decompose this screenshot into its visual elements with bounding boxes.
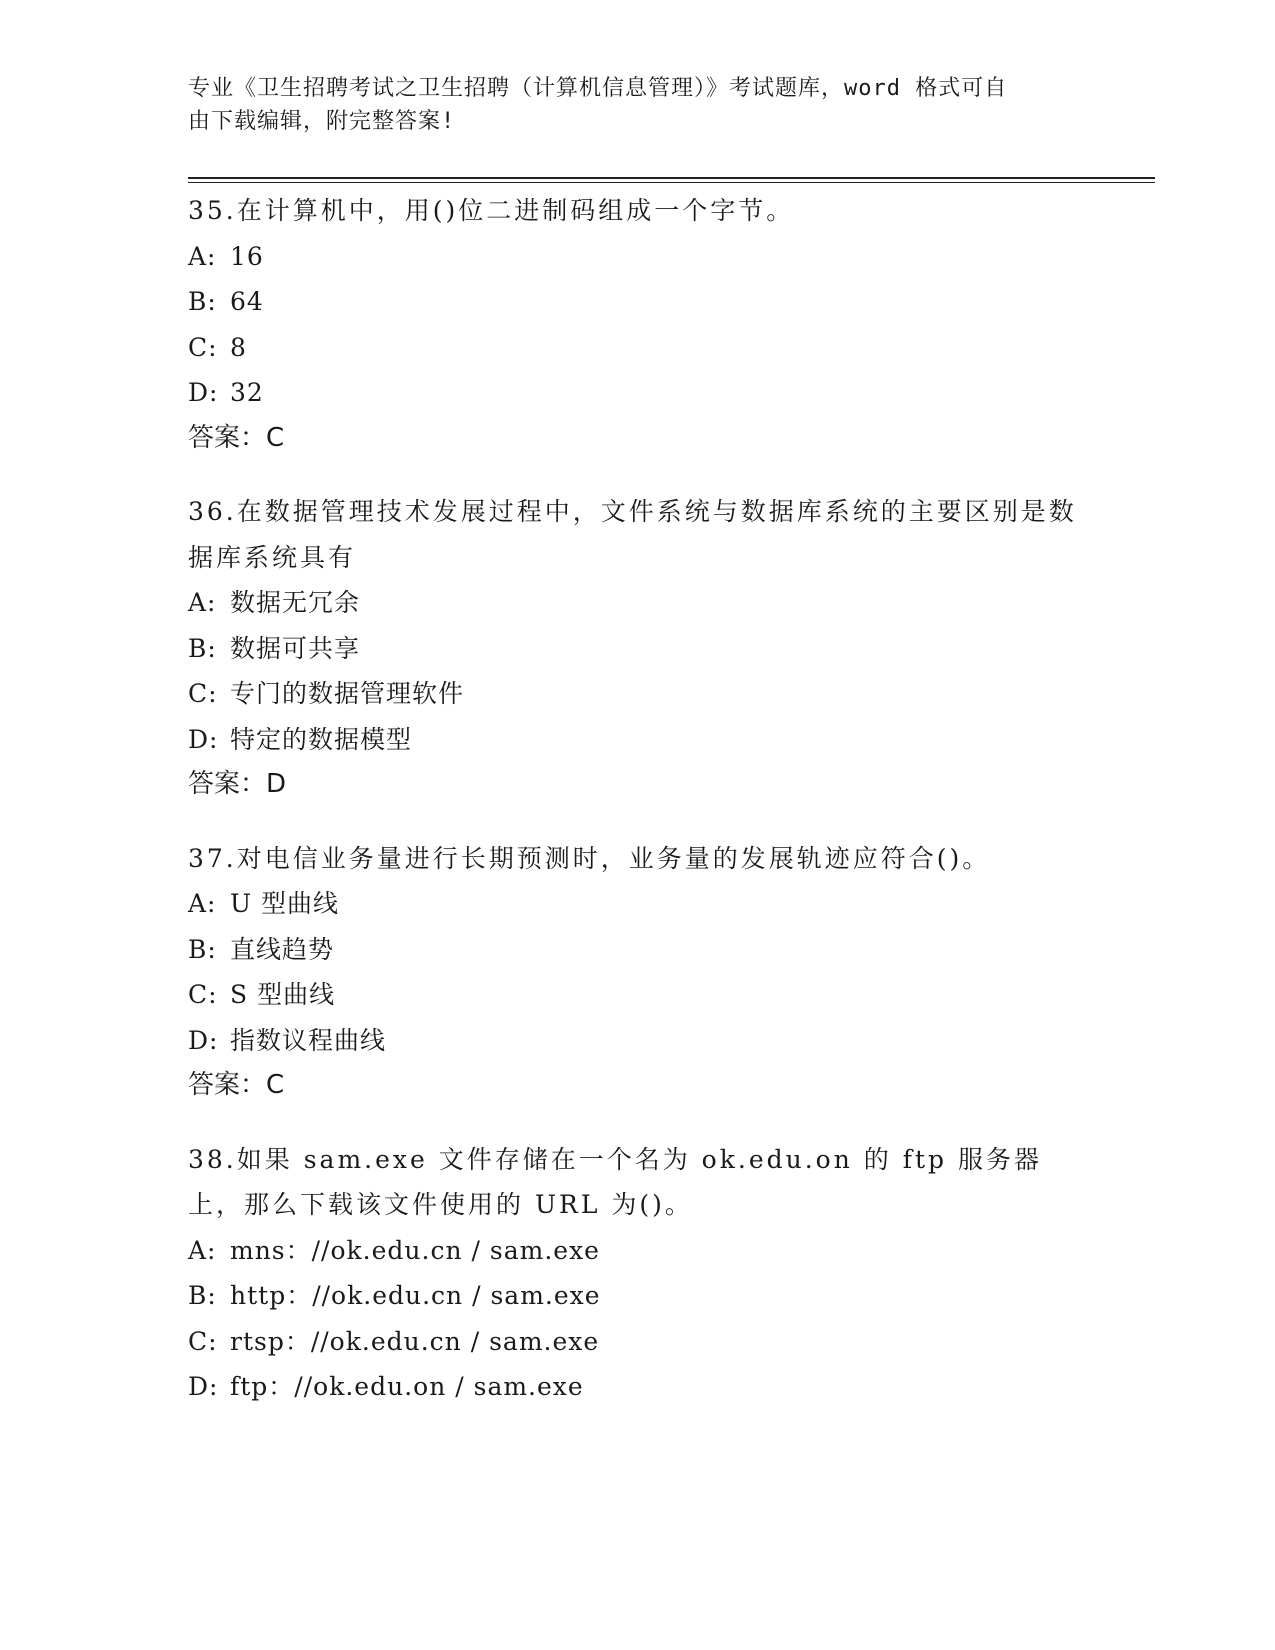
option-text: 8 bbox=[230, 332, 247, 362]
option-letter: C: bbox=[188, 1326, 218, 1356]
option-text: U 型曲线 bbox=[230, 889, 340, 918]
option-letter: A: bbox=[188, 241, 217, 271]
option-c bbox=[188, 671, 1088, 717]
question-36 bbox=[188, 489, 1088, 808]
question-text: 37.对电信业务量进行长期预测时，业务量的发展轨迹应符合()。 bbox=[188, 843, 991, 873]
question-text: 38.如果 sam.exe 文件存储在一个名为 ok.edu.on 的 ftp 服务器上，那么下载该文件使用的 URL 为()。 bbox=[188, 1144, 1042, 1219]
option-letter: D: bbox=[188, 1372, 219, 1401]
option-text: 数据可共享 bbox=[230, 633, 361, 663]
header-divider-thin bbox=[188, 182, 1155, 183]
header-divider-thick bbox=[188, 177, 1155, 179]
header-line-2: 由下载编辑，附完整答案! bbox=[188, 109, 456, 134]
option-text: 指数议程曲线 bbox=[230, 1025, 387, 1055]
question-text: 36.在数据管理技术发展过程中，文件系统与数据库系统的主要区别是数据库系统具有 bbox=[188, 497, 1077, 572]
option-c bbox=[188, 1319, 1088, 1365]
option-c bbox=[188, 325, 1088, 371]
option-text: mns：//ok.edu.cn / sam.exe bbox=[230, 1235, 600, 1265]
option-text: 64 bbox=[230, 287, 264, 316]
option-d bbox=[188, 717, 1088, 763]
option-b bbox=[188, 279, 1088, 325]
option-letter: C: bbox=[188, 980, 218, 1009]
option-a bbox=[188, 881, 1088, 927]
option-a bbox=[188, 234, 1088, 280]
question-text: 35.在计算机中，用()位二进制码组成一个字节。 bbox=[188, 196, 795, 225]
option-a bbox=[188, 1228, 1088, 1274]
answer-line: 答案：C bbox=[188, 1070, 285, 1100]
answer-line: 答案：C bbox=[188, 422, 285, 453]
option-text: 32 bbox=[230, 378, 264, 407]
option-text: http：//ok.edu.cn / sam.exe bbox=[230, 1281, 601, 1310]
option-letter: D: bbox=[188, 724, 219, 754]
option-c bbox=[188, 972, 1088, 1018]
option-b bbox=[188, 927, 1088, 973]
option-letter: B: bbox=[188, 633, 217, 663]
option-b bbox=[188, 1273, 1088, 1319]
option-letter: B: bbox=[188, 934, 217, 964]
question-list bbox=[188, 188, 1088, 1438]
document-header bbox=[188, 72, 1068, 138]
option-text: 直线趋势 bbox=[230, 934, 335, 964]
option-letter: A: bbox=[188, 1235, 217, 1265]
option-text: rtsp：//ok.edu.cn / sam.exe bbox=[230, 1326, 600, 1356]
option-d bbox=[188, 370, 1088, 416]
option-d bbox=[188, 1018, 1088, 1064]
option-text: 特定的数据模型 bbox=[230, 724, 413, 754]
option-text: S 型曲线 bbox=[230, 980, 336, 1009]
question-35 bbox=[188, 188, 1088, 461]
option-text: ftp：//ok.edu.on / sam.exe bbox=[230, 1372, 584, 1401]
option-letter: D: bbox=[188, 1025, 219, 1055]
option-text: 数据无冗余 bbox=[230, 588, 361, 617]
option-letter: B: bbox=[188, 1281, 217, 1310]
option-letter: A: bbox=[188, 889, 217, 918]
option-letter: B: bbox=[188, 287, 217, 316]
option-d bbox=[188, 1364, 1088, 1410]
option-letter: C: bbox=[188, 679, 218, 708]
answer-line: 答案：D bbox=[188, 769, 287, 799]
header-line-1: 专业《卫生招聘考试之卫生招聘（计算机信息管理）》考试题库，word 格式可自 bbox=[188, 76, 1008, 101]
option-b bbox=[188, 626, 1088, 672]
option-letter: C: bbox=[188, 332, 218, 362]
option-text: 16 bbox=[230, 241, 264, 271]
question-37 bbox=[188, 836, 1088, 1109]
question-38 bbox=[188, 1137, 1088, 1410]
option-text: 专门的数据管理软件 bbox=[230, 679, 465, 708]
option-letter: A: bbox=[188, 588, 217, 617]
option-letter: D: bbox=[188, 378, 219, 407]
option-a bbox=[188, 580, 1088, 626]
